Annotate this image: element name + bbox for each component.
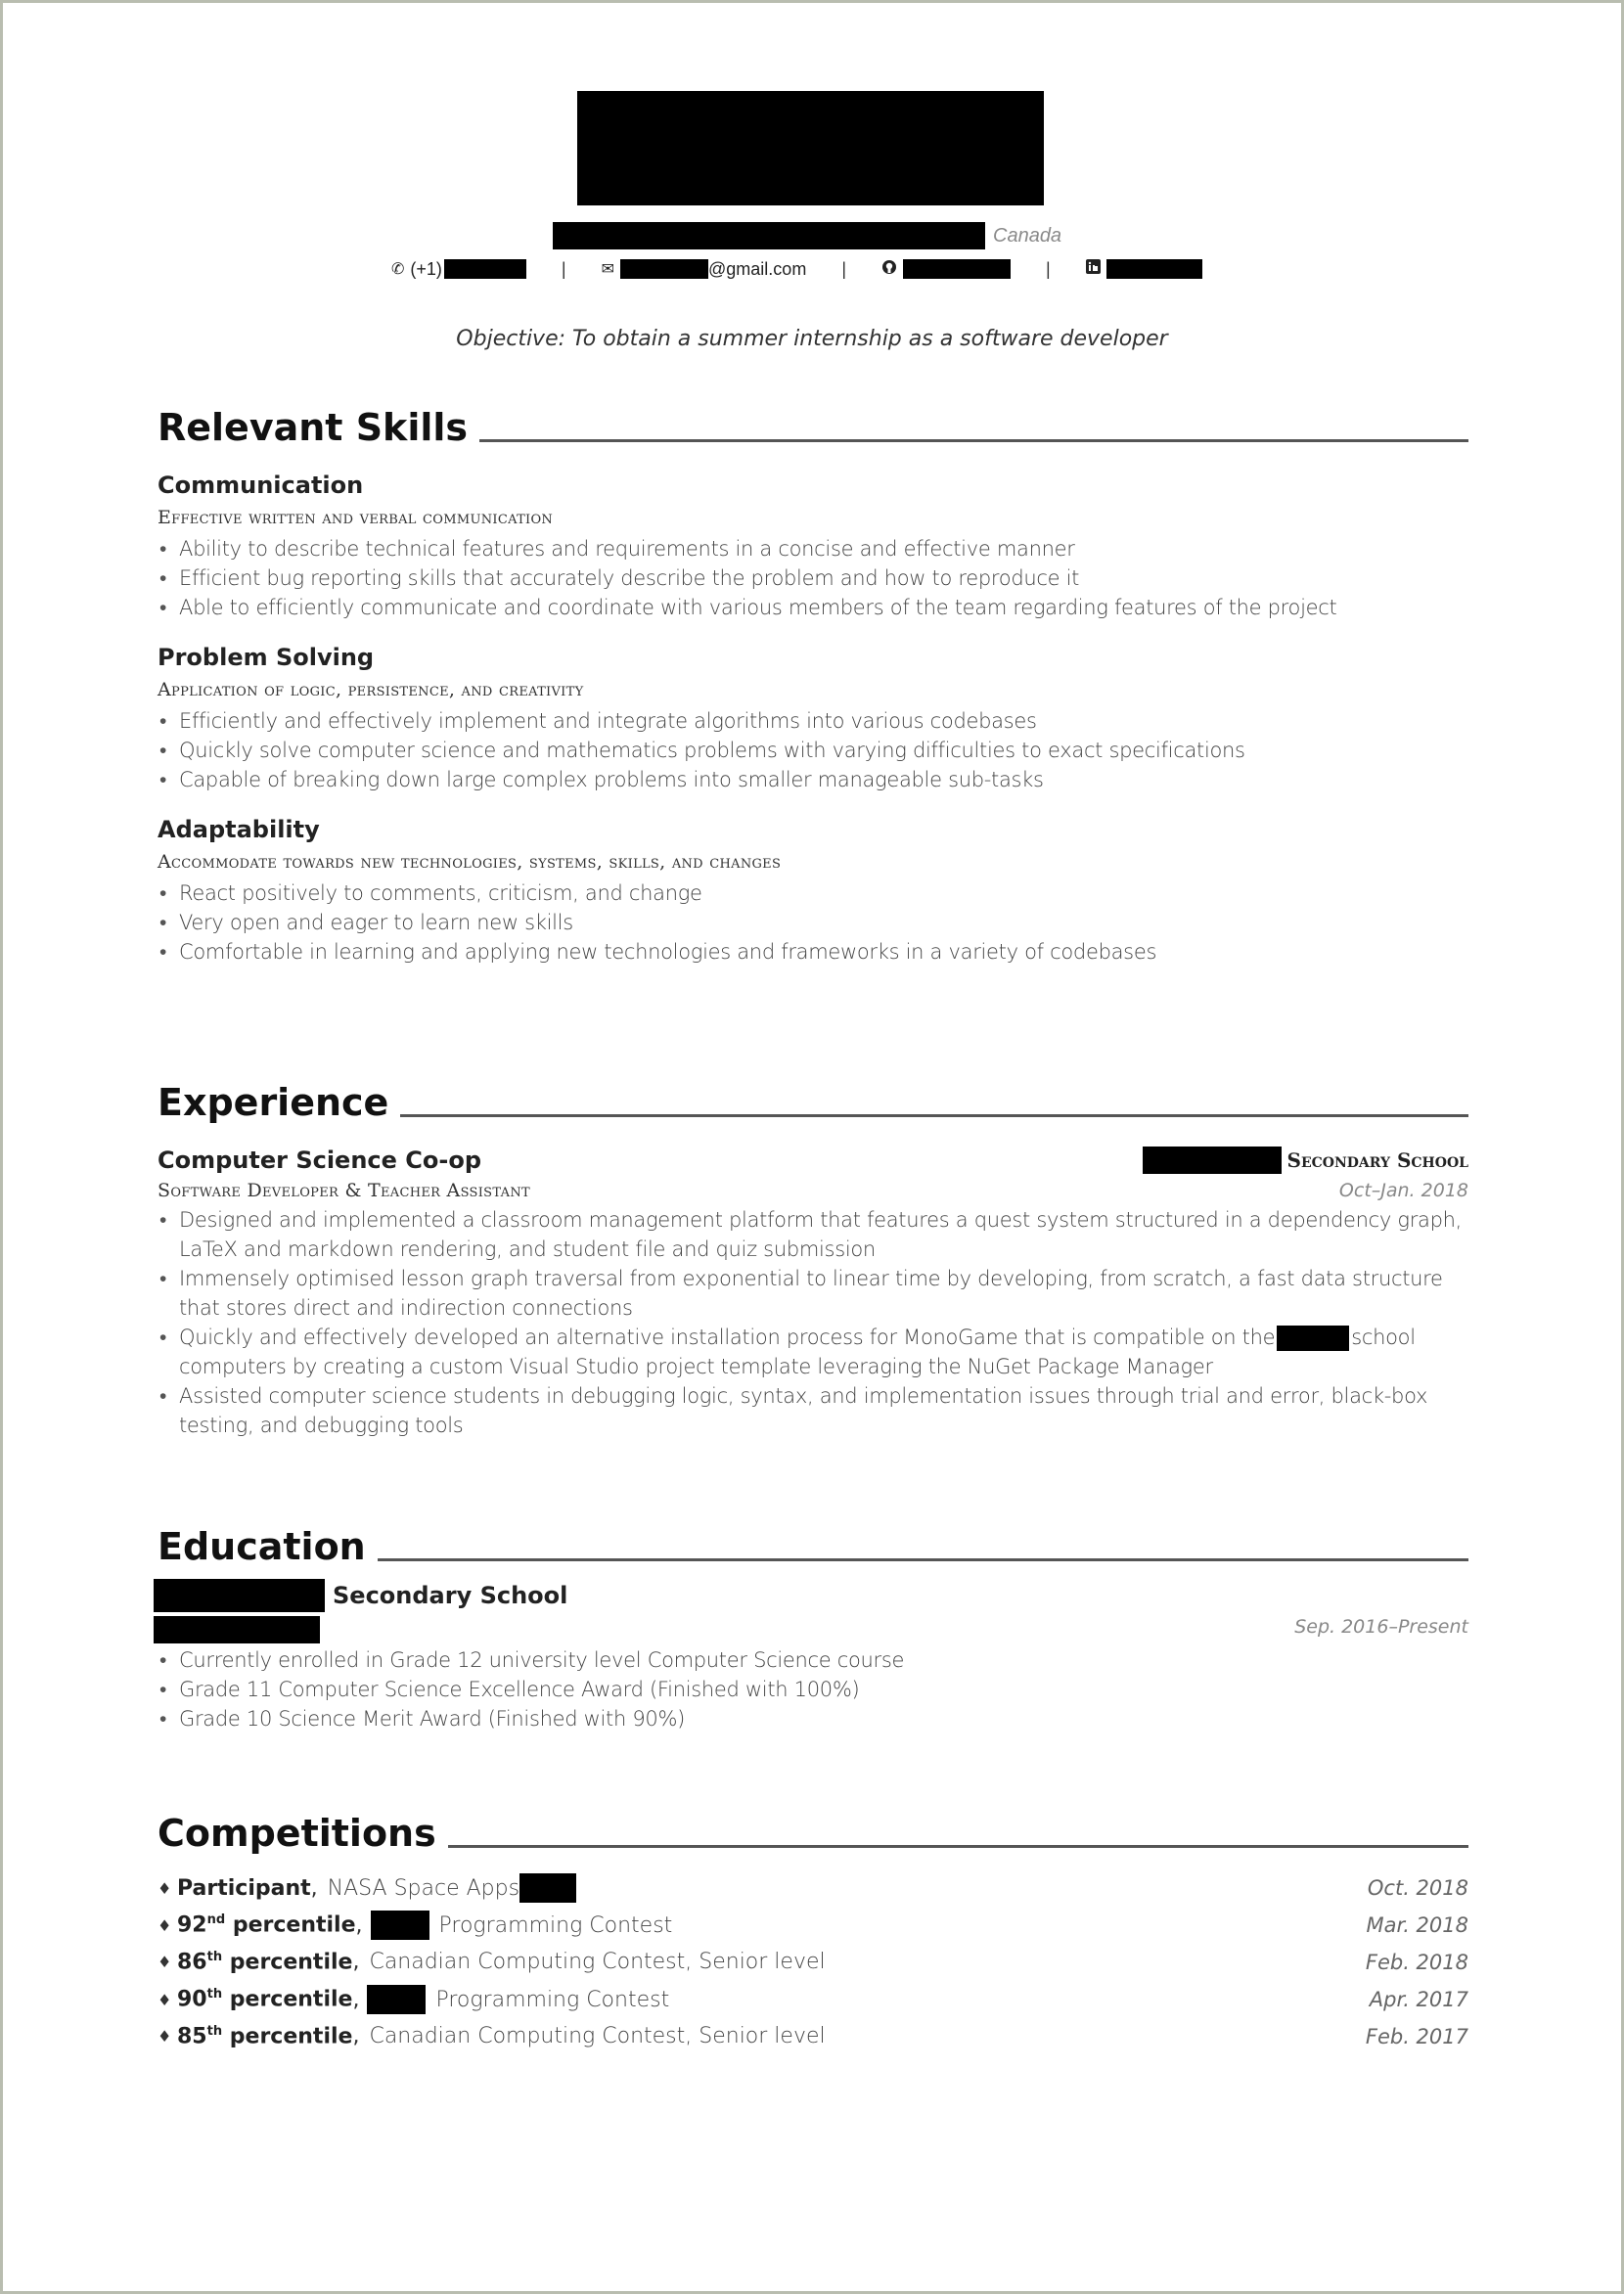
job-org-text: Secondary School — [1286, 1148, 1468, 1172]
list-item: • Efficiently and effectively implement and integrate algorithms into various codebases — [158, 706, 1468, 736]
competition-row — [158, 1907, 1468, 1944]
section-rule — [479, 439, 1468, 442]
rank-suffix: nd — [206, 1912, 226, 1928]
school-name: Secondary School — [333, 1582, 568, 1609]
skill-subtitle: Accommodate towards new technologies, systems, skills, and changes — [158, 851, 782, 873]
competition-row — [158, 1944, 1468, 1981]
competition-event: Programming Contest — [435, 1987, 670, 2012]
competitions-title-text: Competitions — [158, 1812, 436, 1855]
section-rule — [378, 1558, 1468, 1561]
phone-icon: ✆ — [391, 261, 405, 278]
skill-group-problem-solving — [158, 644, 1468, 794]
redacted-address — [553, 222, 985, 249]
list-item: • Assisted computer science students in debugging logic, syntax, and implementation issues through trial and error, black-box testing, and debugging tools — [158, 1381, 1468, 1440]
bullet-text-before: Quickly and effectively developed an alternative installation process for MonoGame that is compatible on the — [179, 1326, 1276, 1349]
skill-bullets — [158, 534, 1468, 622]
competition-rank — [177, 1987, 352, 2011]
phone-prefix: (+1) — [410, 258, 442, 279]
education-bullets — [158, 1645, 1468, 1733]
bullet-icon: ♦ — [158, 2027, 172, 2047]
rank-number: 92 — [177, 1912, 207, 1938]
list-item: • Quickly solve computer science and mathematics problems with varying difficulties to exact specifications — [158, 736, 1468, 765]
competition-left: ♦ 92nd percentile , Programming Contest — [158, 1911, 672, 1940]
rank-number: 90 — [177, 1987, 207, 2012]
redacted-email — [620, 259, 708, 279]
job-role: Software Developer & Teacher Assistant — [158, 1180, 530, 1201]
redacted-org — [1143, 1147, 1282, 1174]
competition-row — [158, 1869, 1468, 1907]
competition-row — [158, 2018, 1468, 2055]
education-title — [158, 1525, 1468, 1568]
contact-separator: | — [841, 258, 846, 279]
contact-row — [391, 256, 1213, 282]
list-item: • React positively to comments, criticism, and change — [158, 878, 1468, 908]
competition-row — [158, 1981, 1468, 2018]
objective: Objective: To obtain a summer internship as a software developer — [456, 327, 1168, 351]
competition-event: Canadian Computing Contest, Senior level — [369, 1950, 826, 1975]
list-item: • Grade 11 Computer Science Excellence Award (Finished with 100%) — [158, 1675, 1468, 1704]
redacted-event — [519, 1873, 576, 1903]
competition-rank — [177, 2024, 352, 2048]
list-item: • Immensely optimised lesson graph traversal from exponential to linear time by developing, from scratch, a fast data structure that stores direct and indirection connections — [158, 1264, 1468, 1323]
competitions-list — [158, 1869, 1468, 2055]
competition-rank: Participant — [177, 1875, 311, 1901]
contact-email[interactable] — [602, 259, 807, 280]
skill-name: Adaptability — [158, 816, 320, 843]
competition-date: Mar. 2018 — [1366, 1913, 1468, 1937]
envelope-icon: ✉ — [601, 261, 615, 278]
redacted-event — [367, 1985, 426, 2014]
rank-number: 86 — [177, 1950, 207, 1975]
redacted-github — [903, 259, 1011, 279]
contact-phone — [391, 259, 526, 280]
competition-event: Canadian Computing Contest, Senior level — [369, 2024, 826, 2049]
list-item: • Grade 10 Science Merit Award (Finished with 90%) — [158, 1704, 1468, 1733]
rank-word: percentile — [229, 2024, 353, 2049]
list-item: • Ability to describe technical features and requirements in a concise and effective manner — [158, 534, 1468, 563]
skill-subtitle: Effective written and verbal communication — [158, 507, 554, 528]
job-subheader — [158, 1180, 1468, 1201]
bullet-icon: ♦ — [158, 1915, 172, 1935]
linkedin-icon — [1086, 259, 1101, 279]
skill-bullets — [158, 706, 1468, 794]
list-item: • Comfortable in learning and applying new technologies and frameworks in a variety of codebases — [158, 937, 1468, 967]
skill-group-communication — [158, 472, 1468, 622]
address-country: Canada — [993, 224, 1062, 247]
job-bullets — [158, 1205, 1468, 1440]
skill-name: Problem Solving — [158, 644, 375, 671]
contact-github[interactable] — [881, 259, 1011, 280]
skill-group-adaptability — [158, 816, 1468, 967]
list-item: • Capable of breaking down large complex problems into smaller manageable sub-tasks — [158, 765, 1468, 794]
list-item — [158, 1323, 1468, 1381]
redacted-school — [1277, 1326, 1349, 1351]
bullet-icon: ♦ — [158, 1953, 172, 1972]
section-rule — [400, 1114, 1468, 1117]
skill-subtitle: Application of logic, persistence, and creativity — [158, 679, 584, 700]
rank-suffix: th — [206, 1987, 223, 2002]
school-dates: Sep. 2016–Present — [1294, 1616, 1468, 1638]
competitions-title — [158, 1812, 1468, 1855]
redacted-phone — [444, 259, 526, 279]
rank-suffix: th — [206, 1950, 223, 1965]
section-rule — [448, 1845, 1468, 1848]
job-dates: Oct–Jan. 2018 — [1338, 1180, 1468, 1201]
experience-title — [158, 1081, 1468, 1124]
contact-separator: | — [1046, 258, 1051, 279]
list-item: • Very open and eager to learn new skills — [158, 908, 1468, 937]
list-item: • Designed and implemented a classroom management platform that features a quest system structured in a dependency graph, LaTeX and markdown rendering, and student file and quiz submission — [158, 1205, 1468, 1264]
address-line — [553, 221, 1061, 250]
experience-section — [158, 1081, 1468, 1440]
competition-left: ♦ Participant , NASA Space Apps — [158, 1873, 576, 1903]
rank-word: percentile — [229, 1950, 353, 1975]
redacted-event — [371, 1911, 429, 1940]
competition-rank — [177, 1912, 356, 1937]
bullet-icon: ♦ — [158, 1990, 172, 2009]
list-item: • Able to efficiently communicate and coordinate with various members of the team regarding features of the project — [158, 593, 1468, 622]
bullet-text-after: school computers by creating a custom Visual Studio project template leveraging the NuGet Package Manager — [179, 1326, 1416, 1378]
competition-date: Oct. 2018 — [1367, 1876, 1468, 1900]
competitions-section — [158, 1812, 1468, 2055]
competition-date: Apr. 2017 — [1369, 1988, 1468, 2011]
school-subheader — [158, 1616, 1468, 1643]
list-item: • Efficient bug reporting skills that accurately describe the problem and how to reproduce it — [158, 563, 1468, 593]
redacted-school-name — [154, 1579, 325, 1612]
job-org — [1143, 1147, 1468, 1174]
job-header — [158, 1147, 1468, 1174]
skills-section — [158, 406, 1468, 967]
skill-name: Communication — [158, 472, 364, 499]
job-title: Computer Science Co-op — [158, 1147, 482, 1174]
skills-title-text: Relevant Skills — [158, 406, 469, 449]
school-header — [158, 1579, 1468, 1612]
contact-linkedin[interactable] — [1086, 259, 1202, 279]
redacted-location — [154, 1616, 320, 1643]
skills-title — [158, 406, 1468, 449]
contact-separator: | — [561, 258, 566, 279]
competition-left: ♦ 86th percentile , Canadian Computing Contest, Senior level — [158, 1950, 826, 1975]
email-suffix: @gmail.com — [708, 258, 807, 279]
redacted-name — [577, 91, 1044, 205]
redacted-linkedin — [1106, 259, 1202, 279]
education-title-text: Education — [158, 1525, 366, 1568]
competition-date: Feb. 2017 — [1365, 2025, 1468, 2048]
github-icon — [881, 259, 897, 280]
skill-bullets — [158, 878, 1468, 967]
list-item: • Currently enrolled in Grade 12 university level Computer Science course — [158, 1645, 1468, 1675]
competition-event: NASA Space Apps — [327, 1875, 520, 1901]
rank-suffix: th — [206, 2024, 223, 2040]
competition-event: Programming Contest — [438, 1912, 673, 1938]
bullet-icon: ♦ — [158, 1878, 172, 1898]
rank-number: 85 — [177, 2024, 207, 2049]
competition-left: ♦ 85th percentile , Canadian Computing Contest, Senior level — [158, 2024, 826, 2049]
rank-word: percentile — [232, 1912, 356, 1938]
rank-word: percentile — [229, 1987, 353, 2012]
competition-left: ♦ 90th percentile , Programming Contest — [158, 1985, 669, 2014]
education-section — [158, 1525, 1468, 1733]
competition-rank — [177, 1950, 352, 1974]
competition-date: Feb. 2018 — [1365, 1951, 1468, 1974]
experience-title-text: Experience — [158, 1081, 389, 1124]
